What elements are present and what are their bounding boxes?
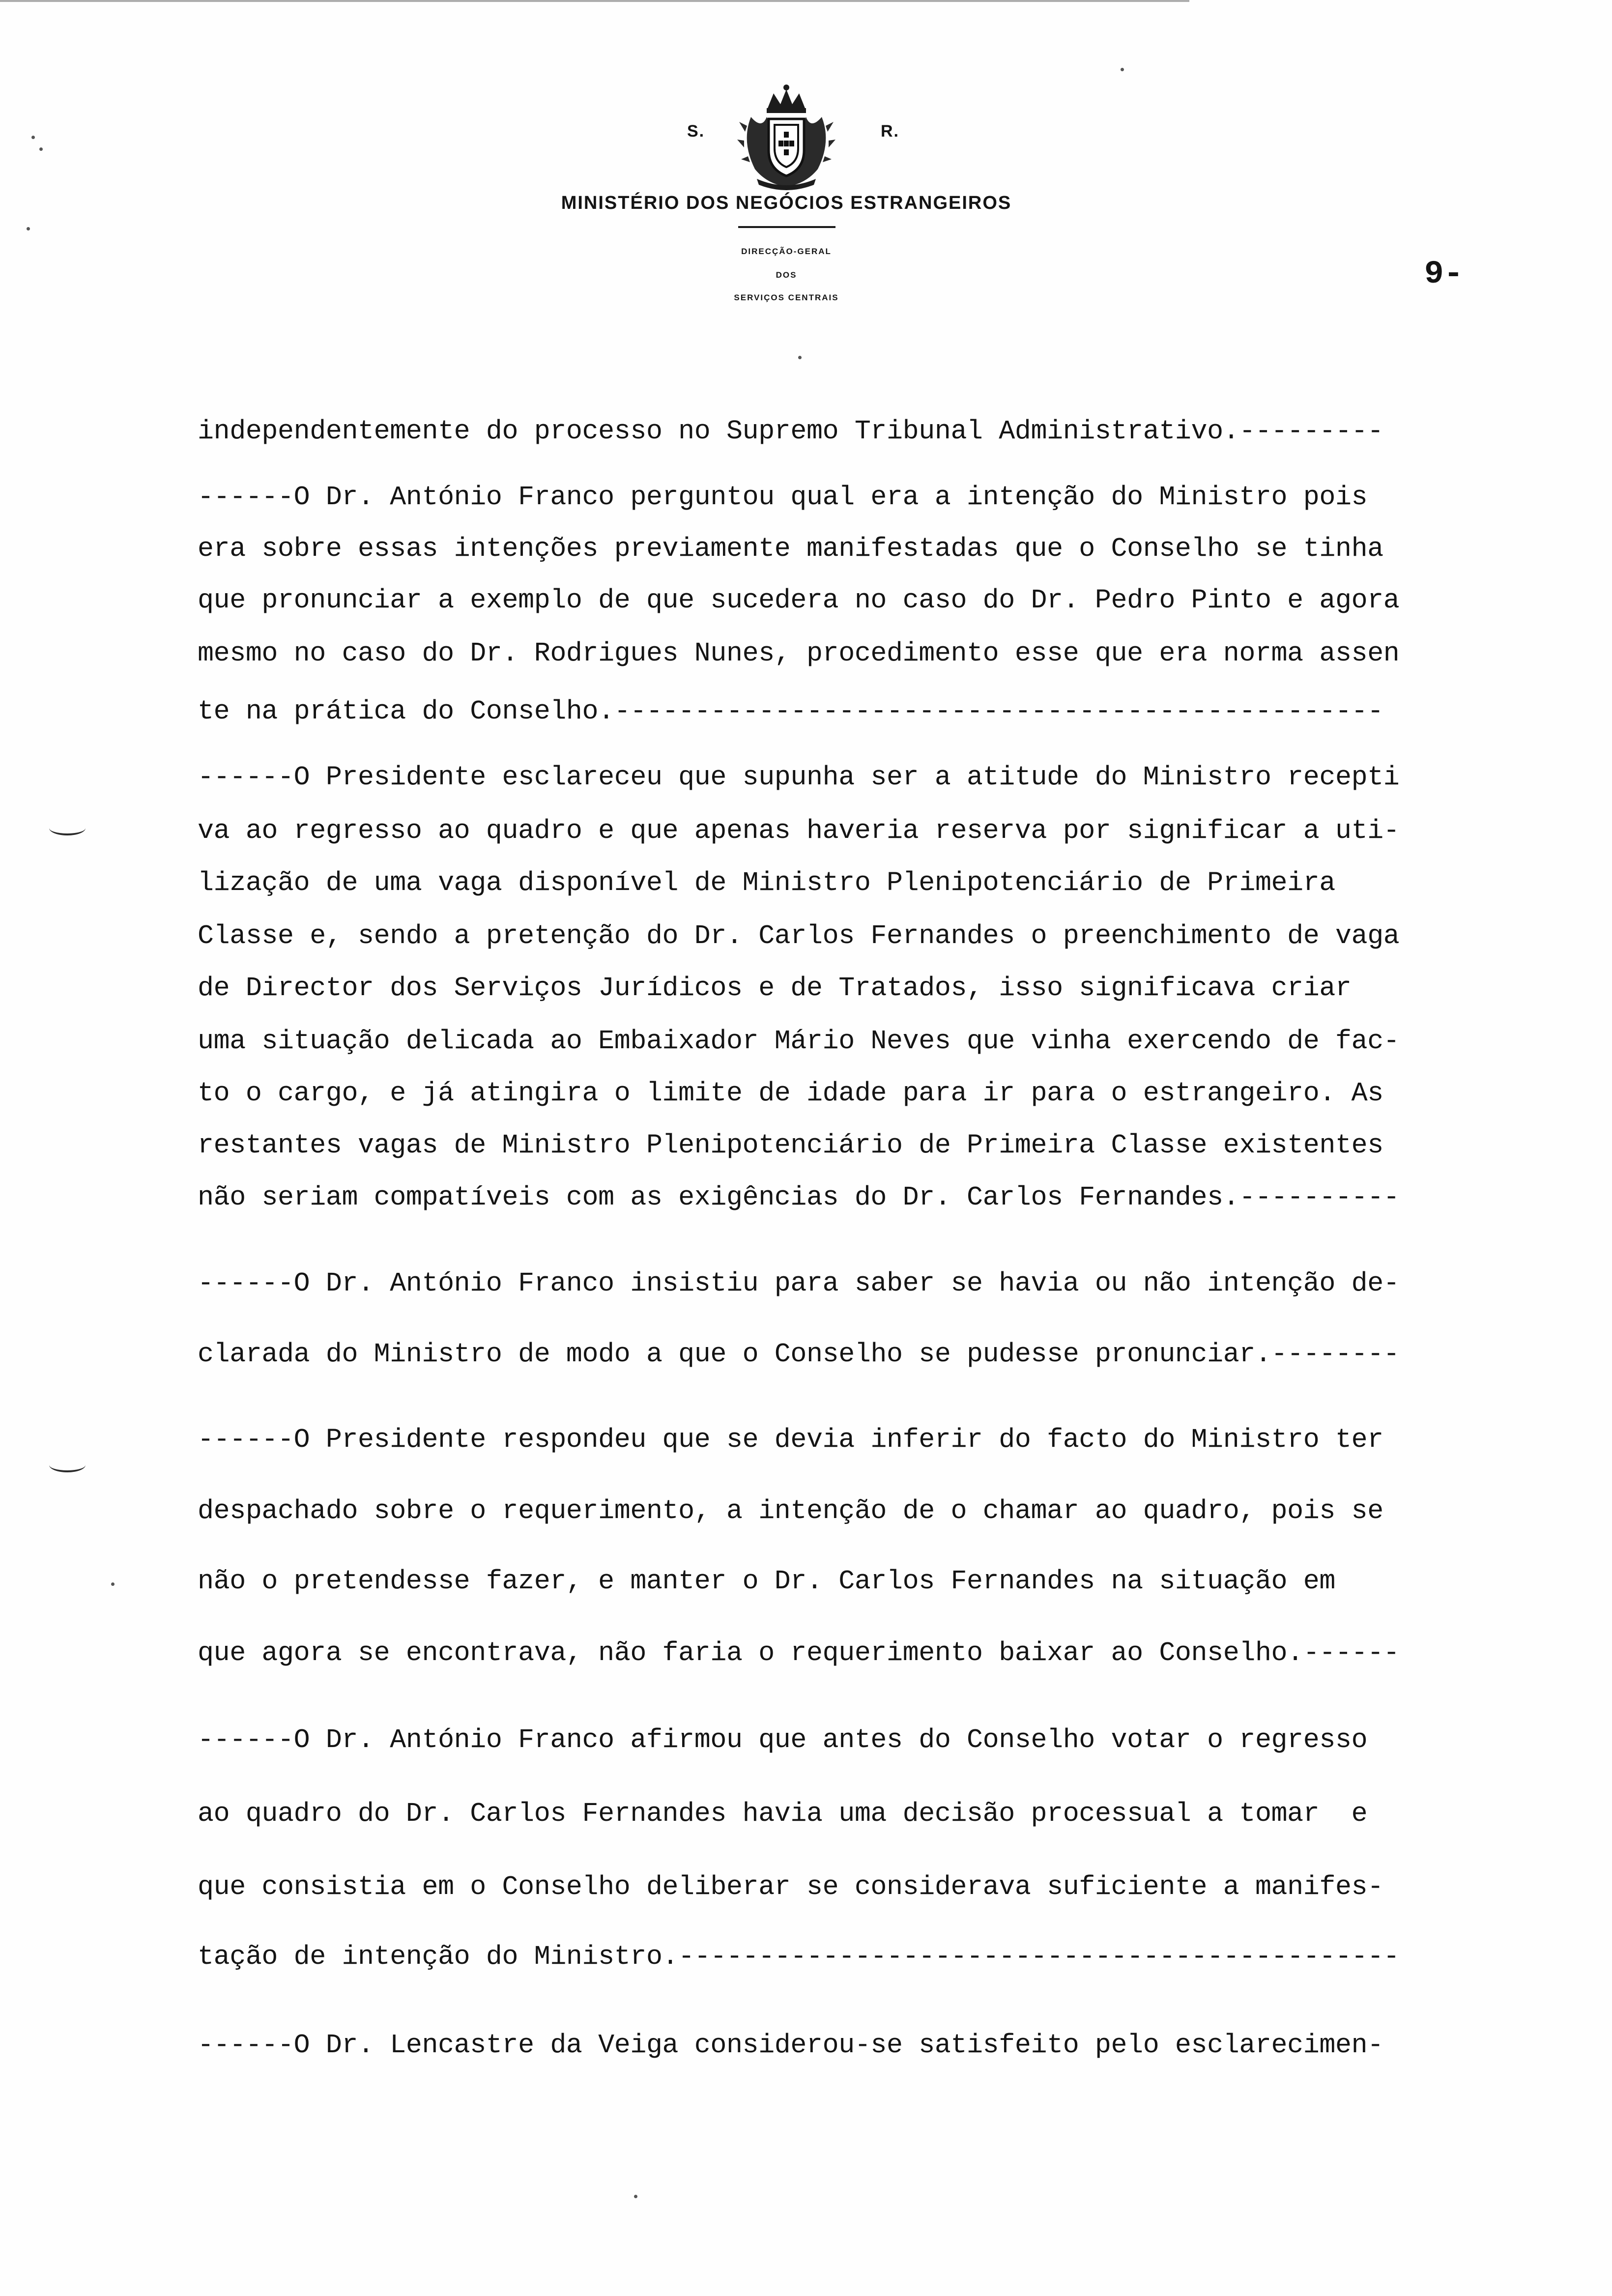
scan-speck bbox=[111, 1582, 115, 1586]
scan-speck bbox=[39, 147, 43, 151]
text-line: não seriam compatíveis com as exigências do Dr. Carlos Fernandes.---------- bbox=[198, 1182, 1400, 1213]
margin-mark bbox=[49, 1458, 86, 1472]
text-line: despachado sobre o requerimento, a intenção de o chamar ao quadro, pois se bbox=[198, 1495, 1383, 1526]
scan-speck bbox=[1121, 68, 1124, 71]
text-line: va ao regresso ao quadro e que apenas haveria reserva por significar a uti- bbox=[198, 815, 1400, 846]
page-number: 9- bbox=[1424, 256, 1464, 292]
text-line: ------O Dr. António Franco perguntou qual era a intenção do Ministro pois bbox=[198, 482, 1368, 513]
text-line: ao quadro do Dr. Carlos Fernandes havia uma decisão processual a tomar e bbox=[198, 1798, 1368, 1829]
text-line: Classe e, sendo a pretenção do Dr. Carlos Fernandes o preenchimento de vaga bbox=[198, 920, 1400, 951]
text-line: ------O Dr. António Franco afirmou que antes do Conselho votar o regresso bbox=[198, 1724, 1368, 1755]
letterhead-initial-right: R. bbox=[881, 122, 899, 141]
text-line: era sobre essas intenções previamente manifestadas que o Conselho se tinha bbox=[198, 533, 1383, 564]
department-line-3: SERVIÇOS CENTRAIS bbox=[734, 293, 839, 302]
text-line: tação de intenção do Ministro.--------------------------------------------- bbox=[198, 1941, 1400, 1972]
margin-mark bbox=[49, 821, 86, 835]
ministry-name: MINISTÉRIO DOS NEGÓCIOS ESTRANGEIROS bbox=[561, 193, 1012, 213]
letterhead-divider bbox=[738, 226, 835, 228]
text-line: ------O Dr. Lencastre da Veiga considerou-se satisfeito pelo esclarecimen- bbox=[198, 2030, 1383, 2061]
letterhead bbox=[442, 69, 1130, 334]
text-line: restantes vagas de Ministro Plenipotenciário de Primeira Classe existentes bbox=[198, 1130, 1383, 1161]
department-line-1: DIRECÇÃO-GERAL bbox=[741, 247, 832, 256]
text-line: independentemente do processo no Supremo Tribunal Administrativo.--------- bbox=[198, 416, 1383, 447]
letterhead-initial-left: S. bbox=[687, 122, 705, 141]
coat-of-arms-icon bbox=[737, 83, 835, 191]
scan-speck bbox=[634, 2195, 637, 2198]
scan-speck bbox=[27, 227, 30, 230]
text-line: lização de uma vaga disponível de Ministro Plenipotenciário de Primeira bbox=[198, 867, 1335, 898]
text-line: que consistia em o Conselho deliberar se considerava suficiente a manifes- bbox=[198, 1871, 1383, 1902]
text-line: de Director dos Serviços Jurídicos e de Tratados, isso significava criar bbox=[198, 973, 1352, 1004]
text-line: mesmo no caso do Dr. Rodrigues Nunes, procedimento esse que era norma assen bbox=[198, 638, 1400, 669]
text-line: to o cargo, e já atingira o limite de idade para ir para o estrangeiro. As bbox=[198, 1078, 1383, 1109]
text-line: ------O Presidente respondeu que se devia inferir do facto do Ministro ter bbox=[198, 1424, 1383, 1455]
top-edge-rule bbox=[0, 0, 1189, 2]
department-line-2: DOS bbox=[776, 270, 797, 280]
text-line: te na prática do Conselho.------------------------------------------------ bbox=[198, 696, 1383, 727]
text-line: ------O Presidente esclareceu que supunha ser a atitude do Ministro recepti bbox=[198, 762, 1400, 793]
text-line: ------O Dr. António Franco insistiu para saber se havia ou não intenção de- bbox=[198, 1268, 1400, 1299]
text-line: não o pretendesse fazer, e manter o Dr. Carlos Fernandes na situação em bbox=[198, 1566, 1335, 1597]
text-line: clarada do Ministro de modo a que o Conselho se pudesse pronunciar.-------- bbox=[198, 1339, 1400, 1370]
text-line: que agora se encontrava, não faria o requerimento baixar ao Conselho.------ bbox=[198, 1637, 1400, 1668]
scan-speck bbox=[798, 356, 802, 359]
text-line: uma situação delicada ao Embaixador Mário Neves que vinha exercendo de fac- bbox=[198, 1026, 1400, 1057]
scan-speck bbox=[31, 136, 35, 139]
text-line: que pronunciar a exemplo de que sucedera no caso do Dr. Pedro Pinto e agora bbox=[198, 585, 1400, 616]
